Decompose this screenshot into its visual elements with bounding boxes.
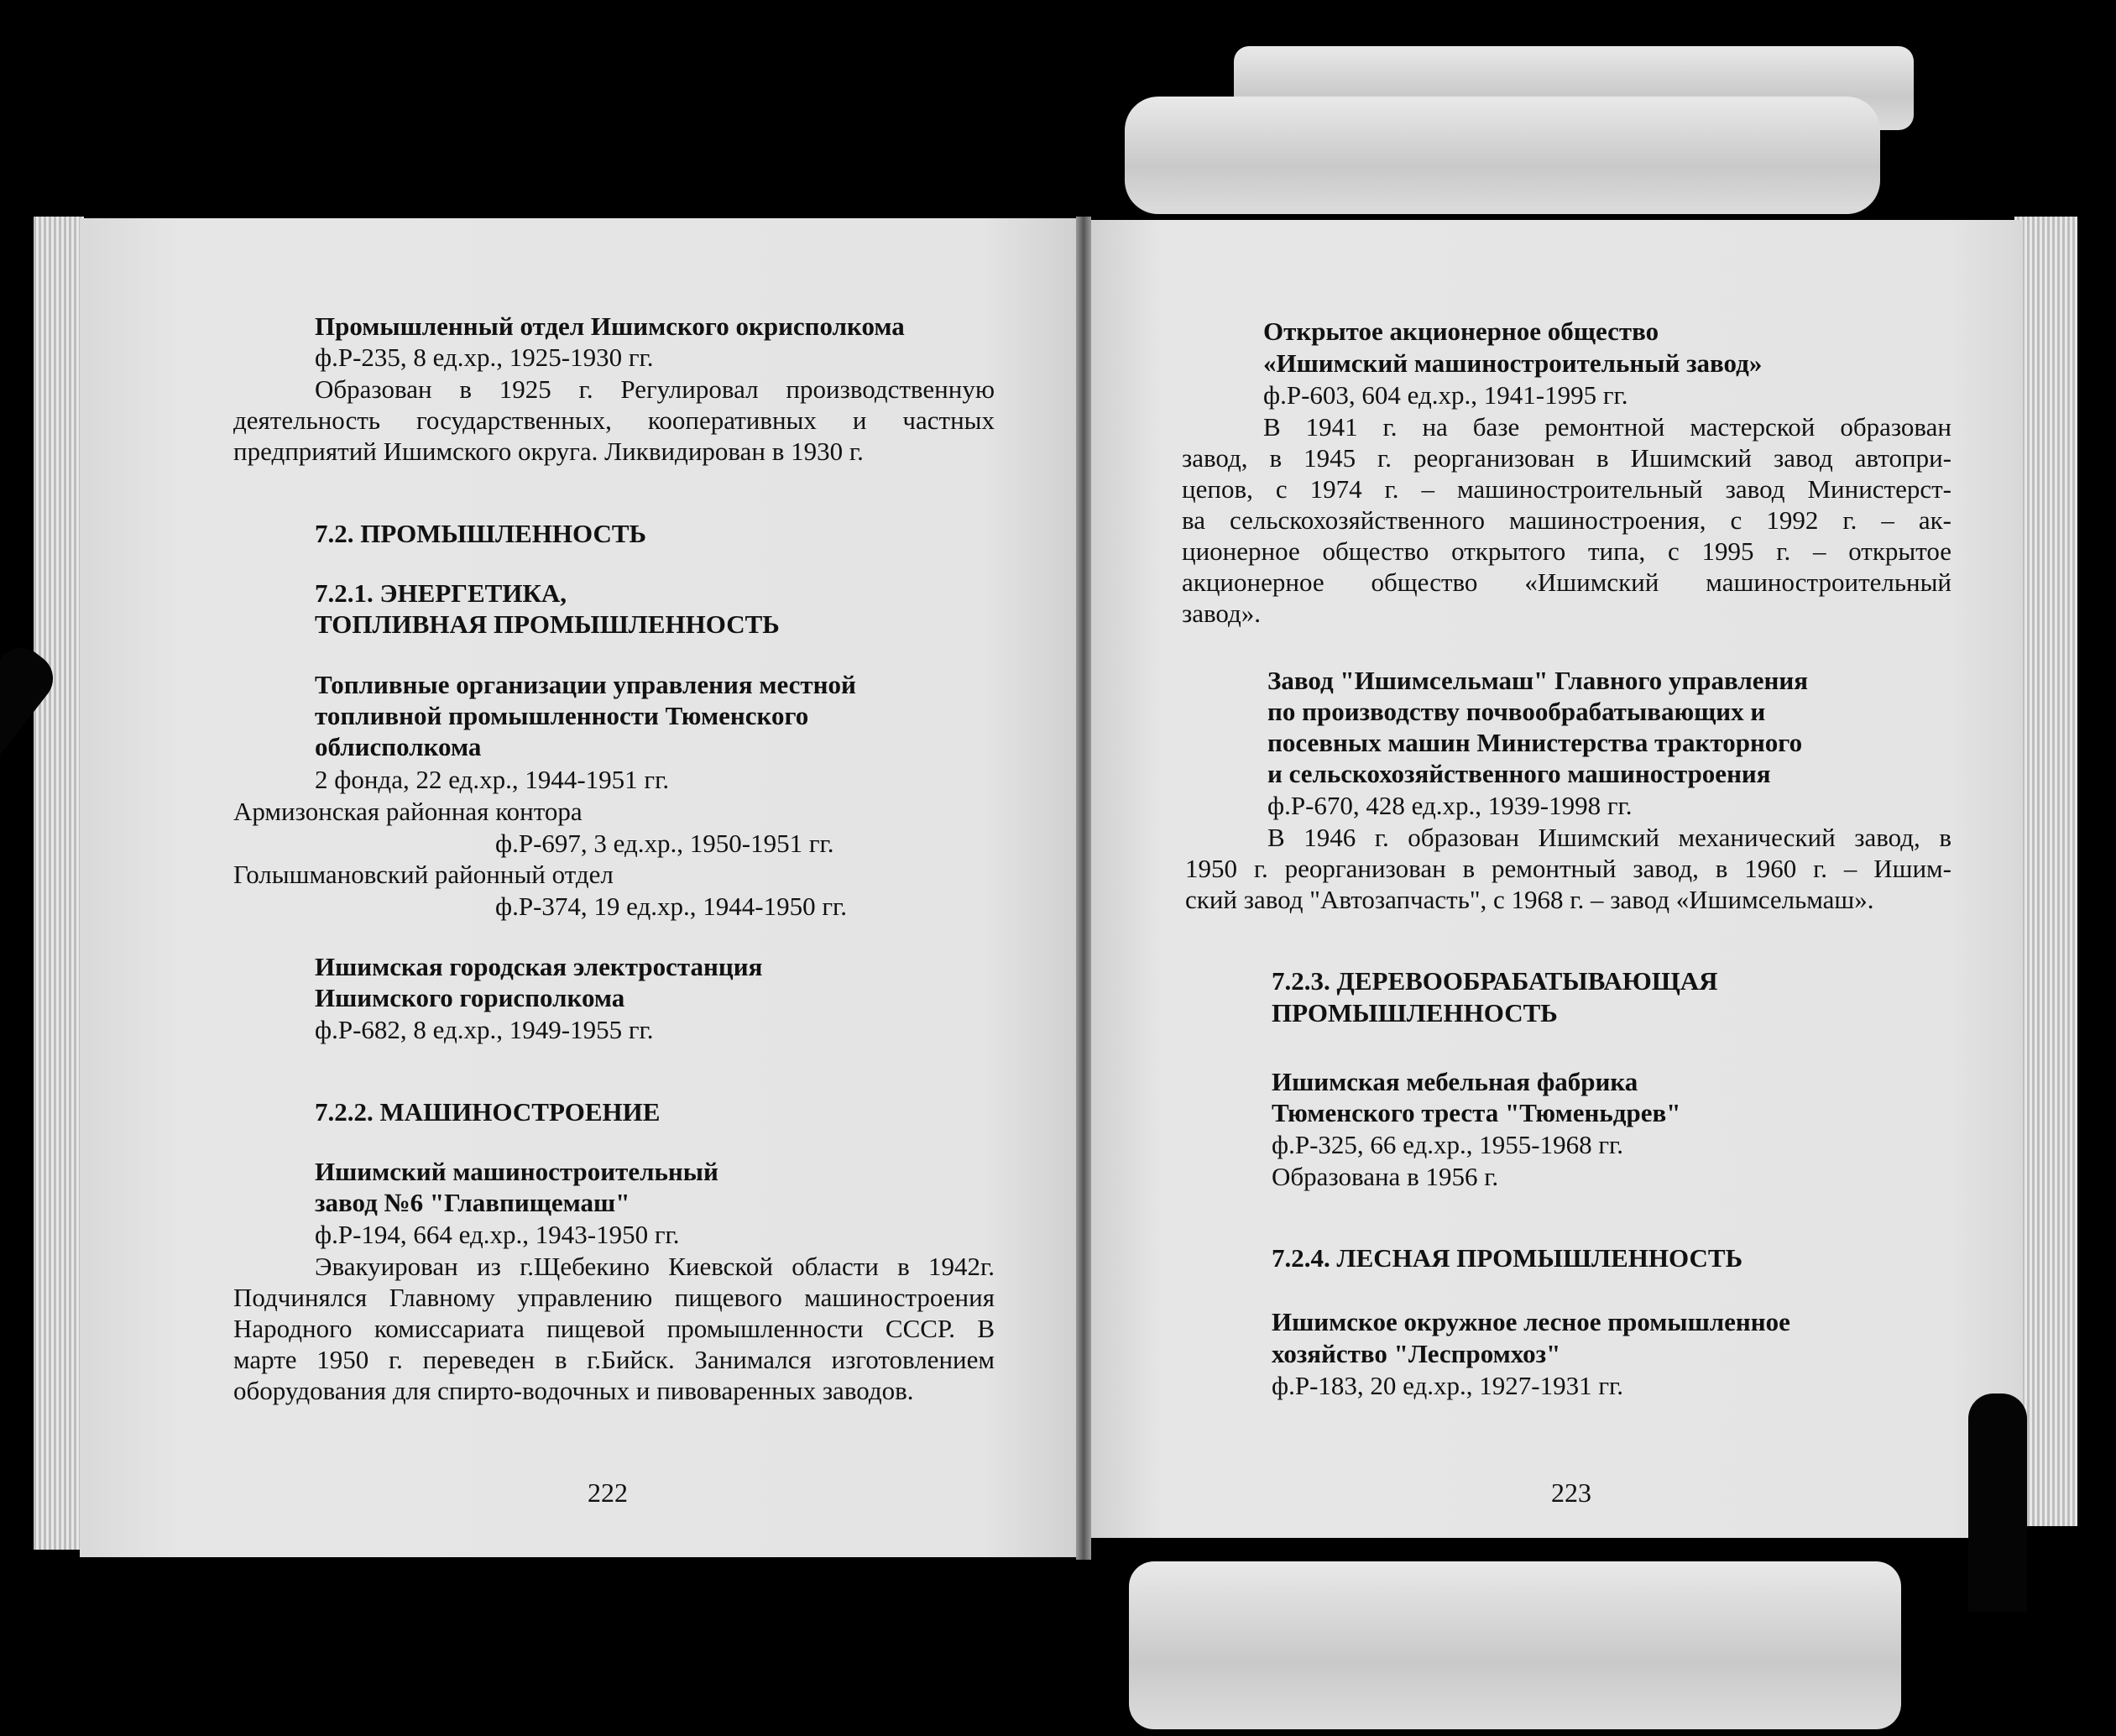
description-line: Эвакуирован из г.Щебекино Киевской области в 1942г. bbox=[315, 1252, 995, 1281]
section-heading: ПРОМЫШЛЕННОСТЬ bbox=[1272, 998, 1558, 1027]
description-line: завод». bbox=[1182, 599, 1262, 628]
fond-info: ф.Р-374, 19 ед.хр., 1944-1950 гг. bbox=[495, 892, 848, 921]
right-page-edges bbox=[2014, 217, 2077, 1526]
entry-title: облисполкома bbox=[315, 732, 482, 761]
entry-title: топливной промышленности Тюменского bbox=[315, 701, 809, 730]
entry-title: завод №6 "Главпищемаш" bbox=[315, 1188, 630, 1217]
section-heading: 7.2.1. ЭНЕРГЕТИКА, bbox=[315, 578, 567, 608]
description-line: 1950 г. реорганизован в ремонтный завод, в 1960 г. – Ишим- bbox=[1185, 854, 1951, 883]
entry-title: посевных машин Министерства тракторного bbox=[1267, 728, 1803, 757]
entry-title: Тюменского треста "Тюменьдрев" bbox=[1272, 1098, 1681, 1127]
description-line: ва сельскохозяйственного машиностроения, с 1992 г. – ак- bbox=[1182, 505, 1951, 535]
section-heading: 7.2.2. МАШИНОСТРОЕНИЕ bbox=[315, 1097, 661, 1127]
section-heading: 7.2.4. ЛЕСНАЯ ПРОМЫШЛЕННОСТЬ bbox=[1272, 1243, 1743, 1273]
entry-title: Открытое акционерное общество bbox=[1263, 316, 1659, 346]
fond-info: ф.Р-325, 66 ед.хр., 1955-1968 гг. bbox=[1272, 1130, 1624, 1159]
page-number: 223 bbox=[1551, 1477, 1591, 1508]
description-line: цепов, с 1974 г. – машиностроительный завод Министерст- bbox=[1182, 474, 1951, 504]
book-spine bbox=[1076, 217, 1091, 1560]
entry-title: по производству почвообрабатывающих и bbox=[1267, 697, 1766, 726]
fond-info: ф.Р-235, 8 ед.хр., 1925-1930 гг. bbox=[315, 342, 654, 372]
description-line: оборудования для спирто-водочных и пивоваренных заводов. bbox=[233, 1376, 914, 1405]
sub-entry: Голышмановский районный отдел bbox=[233, 860, 614, 889]
description-line: ский завод "Автозапчасть", с 1968 г. – завод «Ишимсельмаш». bbox=[1185, 885, 1874, 914]
page-number: 222 bbox=[588, 1477, 628, 1508]
entry-title: Ишимский машиностроительный bbox=[315, 1157, 718, 1186]
fond-info: 2 фонда, 22 ед.хр., 1944-1951 гг. bbox=[315, 765, 670, 794]
fond-info: ф.Р-670, 428 ед.хр., 1939-1998 гг. bbox=[1267, 791, 1633, 820]
description-line: Образован в 1925 г. Регулировал производственную bbox=[315, 374, 995, 404]
entry-title: Завод "Ишимсельмаш" Главного управления bbox=[1267, 666, 1808, 695]
fond-info: ф.Р-682, 8 ед.хр., 1949-1955 гг. bbox=[315, 1015, 654, 1044]
foam-support-bottom bbox=[1129, 1561, 1901, 1729]
description-line: В 1941 г. на базе ремонтной мастерской образован bbox=[1263, 412, 1951, 442]
section-heading: 7.2. ПРОМЫШЛЕННОСТЬ bbox=[315, 519, 647, 548]
entry-title: Ишимского горисполкома bbox=[315, 983, 625, 1012]
description-line: Подчинялся Главному управлению пищевого машиностроения bbox=[233, 1283, 995, 1312]
description-line: акционерное общество «Ишимский машиностроительный bbox=[1182, 567, 1951, 597]
description-line: деятельность государственных, кооперативных и частных bbox=[233, 405, 995, 435]
entry-title: Промышленный отдел Ишимского окрисполкома bbox=[315, 311, 905, 341]
fond-info: ф.Р-194, 664 ед.хр., 1943-1950 гг. bbox=[315, 1220, 680, 1249]
left-page-edges bbox=[34, 217, 84, 1550]
description-line: марте 1950 г. переведен в г.Бийск. Занимался изготовлением bbox=[233, 1345, 995, 1374]
fond-info: ф.Р-697, 3 ед.хр., 1950-1951 гг. bbox=[495, 829, 834, 858]
fond-info: ф.Р-603, 604 ед.хр., 1941-1995 гг. bbox=[1263, 380, 1628, 410]
description-line: Образована в 1956 г. bbox=[1272, 1162, 1499, 1191]
entry-title: и сельскохозяйственного машиностроения bbox=[1267, 759, 1771, 788]
entry-title: Ишимское окружное лесное промышленное bbox=[1272, 1307, 1790, 1336]
description-line: В 1946 г. образован Ишимский механический завод, в bbox=[1267, 823, 1951, 852]
section-heading: 7.2.3. ДЕРЕВООБРАБАТЫВАЮЩАЯ bbox=[1272, 966, 1718, 996]
description-line: предприятий Ишимского округа. Ликвидирован в 1930 г. bbox=[233, 437, 864, 466]
entry-title: Топливные организации управления местной bbox=[315, 670, 856, 699]
description-line: завод, в 1945 г. реорганизован в Ишимский завод автопри- bbox=[1182, 443, 1951, 473]
fond-info: ф.Р-183, 20 ед.хр., 1927-1931 гг. bbox=[1272, 1371, 1624, 1400]
entry-title: «Ишимский машиностроительный завод» bbox=[1263, 348, 1763, 378]
section-heading: ТОПЛИВНАЯ ПРОМЫШЛЕННОСТЬ bbox=[315, 609, 780, 639]
entry-title: Ишимская городская электростанция bbox=[315, 952, 763, 981]
description-line: ционерное общество открытого типа, с 1995 г. – открытое bbox=[1182, 536, 1951, 566]
sub-entry: Армизонская районная контора bbox=[233, 797, 583, 826]
entry-title: Ишимская мебельная фабрика bbox=[1272, 1067, 1638, 1096]
entry-title: хозяйство "Леспромхоз" bbox=[1272, 1339, 1561, 1368]
bookmark-ribbon-right bbox=[1968, 1394, 2027, 1612]
foam-support-top-roll bbox=[1125, 97, 1880, 214]
description-line: Народного комиссариата пищевой промышленности СССР. В bbox=[233, 1314, 995, 1343]
